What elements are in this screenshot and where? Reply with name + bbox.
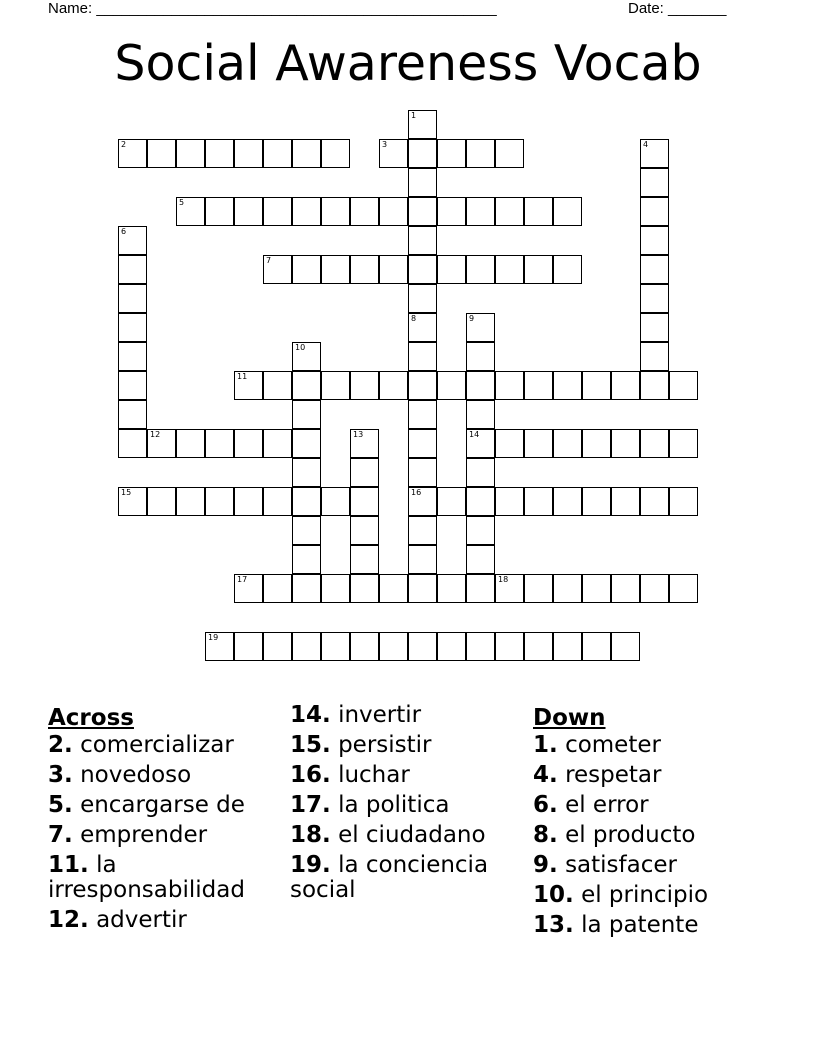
grid-cell[interactable] (321, 487, 350, 516)
grid-cell[interactable] (350, 458, 379, 487)
grid-cell[interactable] (118, 400, 147, 429)
grid-cell[interactable] (176, 429, 205, 458)
grid-cell[interactable] (437, 371, 466, 400)
grid-cell[interactable] (640, 487, 669, 516)
clue-number: 9. (533, 852, 558, 878)
grid-cell[interactable] (176, 487, 205, 516)
grid-cell[interactable] (408, 313, 437, 342)
grid-cell[interactable] (524, 255, 553, 284)
grid-cell[interactable] (408, 545, 437, 574)
across-heading: Across (48, 705, 134, 731)
clue-number: 11. (48, 852, 89, 878)
grid-cell[interactable] (582, 574, 611, 603)
clue-number: 15. (290, 732, 331, 758)
grid-cell[interactable] (640, 429, 669, 458)
grid-cell[interactable] (437, 574, 466, 603)
grid-cell[interactable] (263, 371, 292, 400)
grid-cell[interactable] (321, 197, 350, 226)
grid-cell[interactable] (263, 429, 292, 458)
grid-cell[interactable] (350, 197, 379, 226)
grid-cell[interactable] (118, 284, 147, 313)
grid-cell[interactable] (466, 429, 495, 458)
grid-cell[interactable] (466, 313, 495, 342)
grid-cell[interactable] (640, 139, 669, 168)
grid-cell[interactable] (582, 487, 611, 516)
page-title: Social Awareness Vocab (114, 35, 702, 92)
clue-across-5 (48, 793, 288, 818)
cell-number: 14 (469, 430, 480, 439)
grid-cell[interactable] (466, 255, 495, 284)
grid-cell[interactable] (234, 197, 263, 226)
clue-text: advertir (96, 907, 187, 933)
grid-cell[interactable] (118, 371, 147, 400)
clue-down-1 (533, 733, 803, 758)
grid-cell[interactable] (118, 139, 147, 168)
clue-number: 16. (290, 762, 331, 788)
grid-cell[interactable] (379, 197, 408, 226)
grid-cell[interactable] (524, 574, 553, 603)
grid-cell[interactable] (408, 632, 437, 661)
grid-cell[interactable] (292, 197, 321, 226)
cell-number: 7 (266, 256, 272, 265)
grid-cell[interactable] (176, 197, 205, 226)
clue-text: la politica (338, 792, 450, 818)
clue-number: 17. (290, 792, 331, 818)
down-clues-column (533, 703, 803, 943)
clue-across-15 (290, 733, 530, 758)
grid-cell[interactable] (582, 632, 611, 661)
grid-cell[interactable] (321, 371, 350, 400)
clue-number: 18. (290, 822, 331, 848)
grid-cell[interactable] (379, 632, 408, 661)
clue-down-8 (533, 823, 803, 848)
grid-cell[interactable] (408, 429, 437, 458)
cell-number: 8 (411, 314, 417, 323)
clue-number: 5. (48, 792, 73, 818)
grid-cell[interactable] (263, 574, 292, 603)
grid-cell[interactable] (118, 255, 147, 284)
grid-cell[interactable] (640, 284, 669, 313)
grid-cell[interactable] (495, 197, 524, 226)
grid-cell[interactable] (611, 632, 640, 661)
grid-cell[interactable] (466, 458, 495, 487)
name-field-label: Name: ________________________________________________ (48, 0, 497, 17)
clue-down-4 (533, 763, 803, 788)
grid-cell[interactable] (321, 574, 350, 603)
grid-cell[interactable] (495, 371, 524, 400)
clue-across-12 (48, 908, 288, 933)
grid-cell[interactable] (495, 429, 524, 458)
clue-text: comercializar (80, 732, 234, 758)
clue-number: 12. (48, 907, 89, 933)
grid-cell[interactable] (640, 197, 669, 226)
clue-number: 4. (533, 762, 558, 788)
cell-number: 5 (179, 198, 185, 207)
clue-text: persistir (338, 732, 432, 758)
grid-cell[interactable] (263, 632, 292, 661)
cell-number: 12 (150, 430, 161, 439)
grid-cell[interactable] (640, 255, 669, 284)
grid-cell[interactable] (640, 226, 669, 255)
grid-cell[interactable] (147, 429, 176, 458)
grid-cell[interactable] (582, 429, 611, 458)
clue-number: 19. (290, 852, 331, 878)
grid-cell[interactable] (292, 429, 321, 458)
grid-cell[interactable] (408, 139, 437, 168)
clue-text: respetar (565, 762, 662, 788)
cell-number: 13 (353, 430, 364, 439)
grid-cell[interactable] (379, 574, 408, 603)
grid-cell[interactable] (292, 574, 321, 603)
grid-cell[interactable] (350, 255, 379, 284)
grid-cell[interactable] (640, 342, 669, 371)
grid-cell[interactable] (263, 139, 292, 168)
clue-down-10 (533, 883, 803, 908)
clue-across-14 (290, 703, 530, 728)
clue-text: encargarse de (80, 792, 245, 818)
grid-cell[interactable] (437, 632, 466, 661)
clue-number: 2. (48, 732, 73, 758)
clue-text: la conciencia social (290, 852, 489, 903)
cell-number: 17 (237, 575, 248, 584)
clue-number: 6. (533, 792, 558, 818)
clue-text: satisfacer (565, 852, 677, 878)
cell-number: 1 (411, 111, 417, 120)
grid-cell[interactable] (466, 342, 495, 371)
grid-cell[interactable] (553, 197, 582, 226)
grid-cell[interactable] (205, 197, 234, 226)
clue-down-6 (533, 793, 803, 818)
grid-cell[interactable] (466, 371, 495, 400)
grid-cell[interactable] (350, 545, 379, 574)
cell-number: 15 (121, 488, 132, 497)
clue-text: el producto (565, 822, 696, 848)
grid-cell[interactable] (466, 545, 495, 574)
cell-number: 10 (295, 343, 306, 352)
grid-cell[interactable] (292, 545, 321, 574)
grid-cell[interactable] (640, 371, 669, 400)
grid-cell[interactable] (611, 574, 640, 603)
grid-cell[interactable] (669, 371, 698, 400)
cell-number: 16 (411, 488, 422, 497)
grid-cell[interactable] (350, 632, 379, 661)
grid-cell[interactable] (553, 632, 582, 661)
clue-text: el principio (581, 882, 709, 908)
cell-number: 4 (643, 140, 649, 149)
across-clues-column-2 (290, 703, 530, 908)
grid-cell[interactable] (524, 429, 553, 458)
grid-cell[interactable] (234, 487, 263, 516)
grid-cell[interactable] (495, 574, 524, 603)
cell-number: 6 (121, 227, 127, 236)
grid-cell[interactable] (408, 255, 437, 284)
clue-text: emprender (80, 822, 208, 848)
grid-cell[interactable] (205, 632, 234, 661)
grid-cell[interactable] (118, 313, 147, 342)
clue-across-18 (290, 823, 530, 848)
grid-cell[interactable] (234, 574, 263, 603)
clue-down-9 (533, 853, 803, 878)
grid-cell[interactable] (466, 574, 495, 603)
grid-cell[interactable] (524, 371, 553, 400)
clue-across-19 (290, 853, 530, 903)
grid-cell[interactable] (350, 371, 379, 400)
grid-cell[interactable] (118, 226, 147, 255)
grid-cell[interactable] (350, 487, 379, 516)
grid-cell[interactable] (611, 487, 640, 516)
grid-cell[interactable] (669, 487, 698, 516)
grid-cell[interactable] (292, 371, 321, 400)
grid-cell[interactable] (611, 429, 640, 458)
clue-number: 1. (533, 732, 558, 758)
grid-cell[interactable] (408, 342, 437, 371)
grid-cell[interactable] (408, 110, 437, 139)
grid-cell[interactable] (205, 429, 234, 458)
grid-cell[interactable] (408, 487, 437, 516)
clue-number: 13. (533, 912, 574, 938)
clue-down-13 (533, 913, 803, 938)
clue-across-2 (48, 733, 288, 758)
clue-text: cometer (565, 732, 661, 758)
clue-across-16 (290, 763, 530, 788)
grid-cell[interactable] (466, 197, 495, 226)
grid-cell[interactable] (408, 197, 437, 226)
grid-cell[interactable] (437, 255, 466, 284)
cell-number: 18 (498, 575, 509, 584)
grid-cell[interactable] (553, 371, 582, 400)
grid-cell[interactable] (292, 632, 321, 661)
grid-cell[interactable] (466, 632, 495, 661)
grid-cell[interactable] (611, 371, 640, 400)
grid-cell[interactable] (553, 574, 582, 603)
grid-cell[interactable] (669, 574, 698, 603)
cell-number: 9 (469, 314, 475, 323)
grid-cell[interactable] (118, 429, 147, 458)
grid-cell[interactable] (118, 487, 147, 516)
clue-across-17 (290, 793, 530, 818)
clue-number: 7. (48, 822, 73, 848)
grid-cell[interactable] (640, 313, 669, 342)
across-clues-column (48, 703, 288, 938)
grid-cell[interactable] (553, 429, 582, 458)
grid-cell[interactable] (234, 139, 263, 168)
grid-cell[interactable] (292, 516, 321, 545)
clue-across-11 (48, 853, 288, 903)
grid-cell[interactable] (379, 139, 408, 168)
grid-cell[interactable] (234, 429, 263, 458)
grid-cell[interactable] (524, 197, 553, 226)
grid-cell[interactable] (437, 487, 466, 516)
clue-text: luchar (338, 762, 410, 788)
grid-cell[interactable] (582, 371, 611, 400)
grid-cell[interactable] (118, 342, 147, 371)
grid-cell[interactable] (350, 574, 379, 603)
grid-cell[interactable] (292, 487, 321, 516)
clue-text: la patente (581, 912, 699, 938)
grid-cell[interactable] (495, 139, 524, 168)
grid-cell[interactable] (408, 226, 437, 255)
grid-cell[interactable] (234, 632, 263, 661)
grid-cell[interactable] (292, 400, 321, 429)
grid-cell[interactable] (292, 458, 321, 487)
grid-cell[interactable] (263, 255, 292, 284)
down-heading: Down (533, 705, 606, 731)
cell-number: 3 (382, 140, 388, 149)
clue-number: 3. (48, 762, 73, 788)
grid-cell[interactable] (292, 342, 321, 371)
grid-cell[interactable] (321, 139, 350, 168)
cell-number: 2 (121, 140, 127, 149)
grid-cell[interactable] (495, 632, 524, 661)
grid-cell[interactable] (408, 400, 437, 429)
grid-cell[interactable] (495, 487, 524, 516)
clue-number: 14. (290, 702, 331, 728)
clue-across-7 (48, 823, 288, 848)
grid-cell[interactable] (176, 139, 205, 168)
cell-number: 11 (237, 372, 248, 381)
grid-cell[interactable] (350, 429, 379, 458)
clue-across-3 (48, 763, 288, 788)
clue-number: 8. (533, 822, 558, 848)
date-field-label: Date: _______ (628, 0, 727, 17)
grid-cell[interactable] (205, 139, 234, 168)
grid-cell[interactable] (408, 168, 437, 197)
grid-cell[interactable] (466, 516, 495, 545)
grid-cell[interactable] (466, 487, 495, 516)
grid-cell[interactable] (263, 197, 292, 226)
grid-cell[interactable] (379, 255, 408, 284)
grid-cell[interactable] (408, 574, 437, 603)
grid-cell[interactable] (408, 458, 437, 487)
grid-cell[interactable] (640, 168, 669, 197)
grid-cell[interactable] (553, 255, 582, 284)
grid-cell[interactable] (495, 255, 524, 284)
grid-cell[interactable] (437, 139, 466, 168)
grid-cell[interactable] (466, 400, 495, 429)
clue-text: el error (565, 792, 649, 818)
grid-cell[interactable] (408, 516, 437, 545)
grid-cell[interactable] (524, 487, 553, 516)
grid-cell[interactable] (524, 632, 553, 661)
grid-cell[interactable] (553, 487, 582, 516)
grid-cell[interactable] (263, 487, 292, 516)
grid-cell[interactable] (292, 139, 321, 168)
grid-cell[interactable] (234, 371, 263, 400)
grid-cell[interactable] (437, 197, 466, 226)
grid-cell[interactable] (350, 516, 379, 545)
clue-text: invertir (338, 702, 422, 728)
grid-cell[interactable] (205, 487, 234, 516)
grid-cell[interactable] (640, 574, 669, 603)
grid-cell[interactable] (379, 371, 408, 400)
grid-cell[interactable] (408, 371, 437, 400)
clue-text: novedoso (80, 762, 192, 788)
clue-text: la irresponsabilidad (48, 852, 245, 903)
clue-text: el ciudadano (338, 822, 486, 848)
grid-cell[interactable] (466, 139, 495, 168)
grid-cell[interactable] (321, 255, 350, 284)
grid-cell[interactable] (147, 487, 176, 516)
grid-cell[interactable] (408, 284, 437, 313)
clue-number: 10. (533, 882, 574, 908)
grid-cell[interactable] (321, 632, 350, 661)
grid-cell[interactable] (292, 255, 321, 284)
grid-cell[interactable] (147, 139, 176, 168)
cell-number: 19 (208, 633, 219, 642)
grid-cell[interactable] (669, 429, 698, 458)
